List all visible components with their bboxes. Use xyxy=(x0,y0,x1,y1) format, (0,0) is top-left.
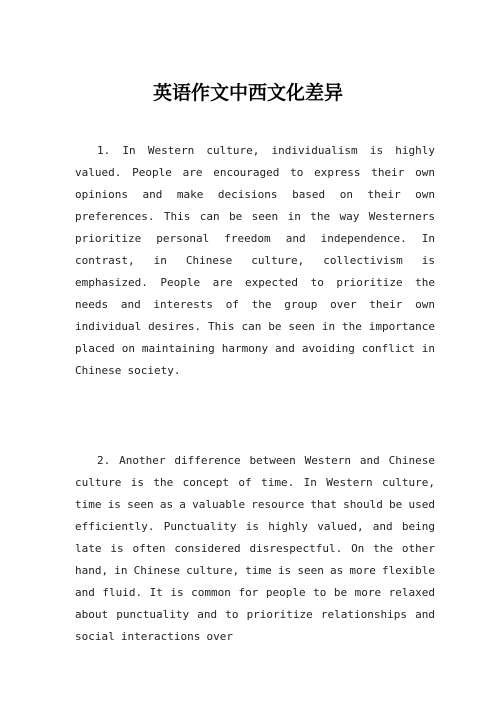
paragraph-individualism: 1. In Western culture, individualism is highly valued. People are encouraged to express their own opinions and make decisions based on their own preferences. This can be seen in the way Westerners prioritize personal freedom and independence. In contrast, in Chinese culture, collectivism is emphasized. People are expected to prioritize the needs and interests of the group over their own individual desires. This can be seen in the importance placed on maintaining harmony and avoiding conflict in Chinese society. xyxy=(75,144,435,377)
document-title: 英语作文中西文化差异 xyxy=(152,82,343,104)
paragraph-time-concept: 2. Another difference between Western and Chinese culture is the concept of time. In Western culture, time is seen as a valuable resource that should be used efficiently. Punctuality is highly valued, and being late is often considered disrespectful. On the other hand, in Chinese culture, time is seen as more flexible and fluid. It is common for people to be more relaxed about punctuality and to prioritize relationships and social interactions over xyxy=(75,454,435,643)
